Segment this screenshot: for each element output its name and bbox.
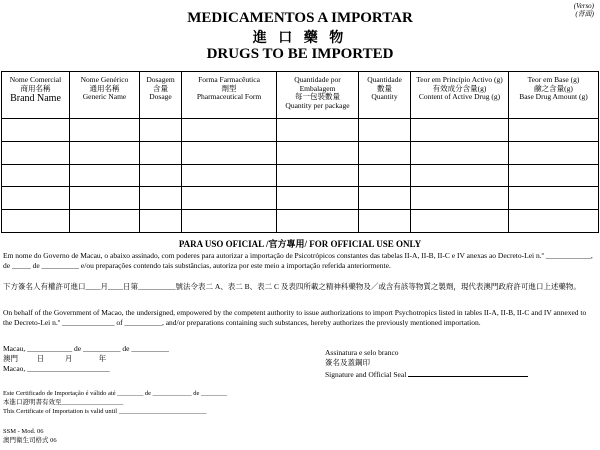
table-cell[interactable] bbox=[2, 119, 70, 142]
table-cell[interactable] bbox=[70, 164, 140, 187]
table-cell[interactable] bbox=[140, 119, 182, 142]
table-cell[interactable] bbox=[359, 119, 411, 142]
signature-label-portuguese: Assinatura e selo branco bbox=[325, 348, 399, 357]
table-cell[interactable] bbox=[509, 119, 599, 142]
signature-block bbox=[325, 348, 595, 380]
col-pharmaceutical-form: Forma Farmacêutica 劑型 Pharmaceutical Form bbox=[182, 72, 277, 119]
table-cell[interactable] bbox=[277, 210, 359, 233]
table-cell[interactable] bbox=[359, 210, 411, 233]
drugs-table bbox=[1, 71, 599, 233]
table-cell[interactable] bbox=[411, 210, 509, 233]
table-cell[interactable] bbox=[277, 164, 359, 187]
table-row bbox=[2, 164, 599, 187]
signature-label-chinese: 簽名及蓋鋼印 bbox=[325, 358, 370, 367]
col-active-drug-content: Teor em Princípio Activo (g) 有效成分含量(g) Content of Active Drug (g) bbox=[411, 72, 509, 119]
validity-block bbox=[3, 389, 403, 416]
authorization-paragraph-english: On behalf of the Government of Macao, the undersigned, empowered by the competent authority to issue authorizations to import Psychotropics listed in tables II-A, II-B, II-C and IV annexed to the Decreto-Lei n.º ______________ of __________, and/or preparations containing such substances, hereby authorizes the previously mentioned importation. bbox=[3, 308, 587, 327]
table-row bbox=[2, 187, 599, 210]
table-cell[interactable] bbox=[182, 187, 277, 210]
table-cell[interactable] bbox=[2, 210, 70, 233]
date-line-chinese: 澳門 日 月 年 bbox=[3, 354, 107, 363]
col-quantity-per-package: Quantidade por Embalagem 每一包裝數量 Quantity per package bbox=[277, 72, 359, 119]
signature-label-english: Signature and Official Seal bbox=[325, 368, 595, 380]
date-place-block bbox=[3, 344, 283, 374]
table-cell[interactable] bbox=[182, 210, 277, 233]
table-row bbox=[2, 210, 599, 233]
verso-zh: (背面) bbox=[575, 10, 594, 18]
table-cell[interactable] bbox=[509, 141, 599, 164]
official-use-title: PARA USO OFICIAL /官方專用/ FOR OFFICIAL USE ONLY bbox=[178, 239, 422, 249]
table-cell[interactable] bbox=[70, 141, 140, 164]
title-portuguese: MEDICAMENTOS A IMPORTAR bbox=[187, 10, 413, 26]
table-cell[interactable] bbox=[277, 187, 359, 210]
table-cell[interactable] bbox=[509, 210, 599, 233]
date-line-english[interactable]: Macao, ______________________ bbox=[3, 364, 110, 373]
col-dosage: Dosagem 含量 Dosage bbox=[140, 72, 182, 119]
table-cell[interactable] bbox=[140, 187, 182, 210]
table-cell[interactable] bbox=[140, 141, 182, 164]
table-cell[interactable] bbox=[140, 164, 182, 187]
table-cell[interactable] bbox=[411, 187, 509, 210]
form-code-chinese: 澳門衛生司格式 06 bbox=[3, 437, 57, 444]
table-cell[interactable] bbox=[2, 164, 70, 187]
table-cell[interactable] bbox=[509, 164, 599, 187]
table-cell[interactable] bbox=[359, 164, 411, 187]
validity-chinese: 本進口證明書有效至___________________ bbox=[3, 399, 124, 406]
title-chinese: 進 口 藥 物 bbox=[252, 31, 348, 46]
table-row bbox=[2, 119, 599, 142]
table-cell[interactable] bbox=[70, 187, 140, 210]
form-code-portuguese: SSM - Mod. 06 bbox=[3, 428, 44, 435]
col-generic-name: Nome Genérico 通用名稱 Generic Name bbox=[70, 72, 140, 119]
verso-pt: (Verso) bbox=[573, 2, 594, 10]
col-base-drug-amount: Teor em Base (g) 鹼之含量(g) Base Drug Amount (g) bbox=[509, 72, 599, 119]
table-cell[interactable] bbox=[411, 119, 509, 142]
table-cell[interactable] bbox=[411, 141, 509, 164]
table-cell[interactable] bbox=[2, 187, 70, 210]
table-cell[interactable] bbox=[2, 141, 70, 164]
table-header-row bbox=[2, 72, 599, 119]
col-quantity: Quantidade 數量 Quantity bbox=[359, 72, 411, 119]
table-cell[interactable] bbox=[70, 119, 140, 142]
table-cell[interactable] bbox=[411, 164, 509, 187]
authorization-paragraph-portuguese: Em nome do Governo de Macau, o abaixo assinado, com poderes para autorizar a importação de Psicotrópicos constantes das tabelas II-A, II-B, II-C e IV anexas ao Decreto-Lei n.º ____________, de _____ de __________ e/ou preparações contendo tais substâncias, autoriza por este meio a importação referida anteriormente. bbox=[3, 251, 593, 270]
table-cell[interactable] bbox=[359, 187, 411, 210]
table-cell[interactable] bbox=[140, 210, 182, 233]
authorization-paragraph-chinese: 下方簽名人有權許可進口____月____日第__________號法令表二 A、表二 B、表二 C 及表四所載之精神科藥物及／或含有該等物質之製劑，現代表澳門政府許可進口上述藥物。 bbox=[3, 282, 581, 291]
table-cell[interactable] bbox=[509, 187, 599, 210]
table-cell[interactable] bbox=[182, 119, 277, 142]
col-brand-name: Nome Comercial 商用名稱 Brand Name bbox=[2, 72, 70, 119]
validity-portuguese[interactable]: Este Certificado de Importação é válido até ________ de ____________ de ________ bbox=[3, 390, 228, 397]
table-row bbox=[2, 141, 599, 164]
title-english: DRUGS TO BE IMPORTED bbox=[206, 46, 394, 62]
signature-line[interactable] bbox=[408, 368, 528, 377]
table-cell[interactable] bbox=[182, 141, 277, 164]
table-cell[interactable] bbox=[277, 119, 359, 142]
form-code-footer bbox=[3, 427, 203, 445]
validity-english[interactable]: This Certificate of Importation is valid until ___________________________ bbox=[3, 408, 207, 415]
table-cell[interactable] bbox=[182, 164, 277, 187]
table-cell[interactable] bbox=[359, 141, 411, 164]
date-line-portuguese[interactable]: Macau, ____________ de __________ de __________ bbox=[3, 344, 169, 353]
table-cell[interactable] bbox=[70, 210, 140, 233]
table-cell[interactable] bbox=[277, 141, 359, 164]
